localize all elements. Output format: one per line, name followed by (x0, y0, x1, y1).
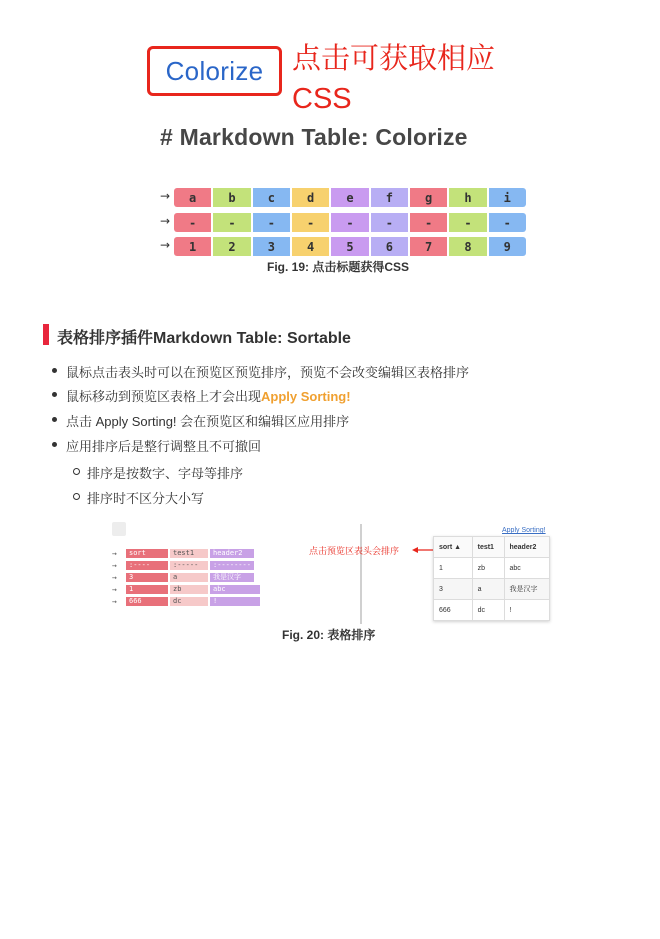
bullet-circle-icon (73, 493, 80, 500)
bullet-dot-icon (52, 442, 57, 447)
editor-row (112, 597, 262, 606)
colorize-badge-label: Colorize (165, 55, 264, 86)
editor-cell: 3 (126, 573, 168, 582)
sub-list-item-text: 排序时不区分大小写 (87, 491, 205, 506)
editor-cell: :---- (126, 561, 168, 570)
list-item-text: 应用排序后是整行调整且不可撤回 (66, 439, 262, 454)
editor-cell: 666 (126, 597, 168, 606)
colorize-cell: 8 (447, 237, 486, 256)
colorize-cell: e (329, 188, 368, 207)
editor-cell: sort (126, 549, 168, 558)
row-arrow-icon: → (112, 561, 117, 570)
list-item-text: 点击 Apply Sorting! 会在预览区和编辑区应用排序 (66, 414, 350, 429)
preview-sortable-table (433, 536, 550, 621)
table-row (434, 558, 550, 579)
editor-row (112, 549, 256, 558)
colorize-cell: i (487, 188, 526, 207)
colorize-cell: a (174, 188, 211, 207)
editor-cell: zb (170, 585, 208, 594)
table-cell: ! (504, 600, 550, 621)
sub-list-item-text: 排序是按数字、字母等排序 (87, 466, 244, 481)
editor-cell: :----- (170, 561, 208, 570)
table-cell: 我是汉字 (504, 579, 550, 600)
list-item (66, 436, 261, 455)
editor-cell: abc (210, 585, 260, 594)
bullet-dot-icon (52, 417, 57, 422)
callout-note-line2: CSS (292, 83, 352, 115)
editor-cell: 1 (126, 585, 168, 594)
callout-note-line1: 点击可获取相应 (292, 43, 496, 75)
section-accent-bar (43, 324, 49, 345)
editor-row (112, 561, 256, 570)
bullet-dot-icon (52, 368, 57, 373)
colorize-cell: - (369, 213, 408, 232)
editor-cell: 我是汉字 (210, 573, 254, 582)
list-item (66, 386, 351, 405)
figure-19-caption: Fig. 19: 点击标题获得CSS (267, 260, 410, 274)
table-cell: 3 (434, 579, 473, 600)
table-cell: dc (472, 600, 504, 621)
editor-row (112, 585, 262, 594)
list-item (66, 362, 469, 381)
row-arrow-icon: → (112, 597, 117, 606)
table-cell: abc (504, 558, 550, 579)
colorize-cell: 5 (329, 237, 368, 256)
colorize-cell: - (447, 213, 486, 232)
editor-cell: test1 (170, 549, 208, 558)
colorize-cell: h (447, 188, 486, 207)
colorize-cell: f (369, 188, 408, 207)
colorize-cell: 6 (369, 237, 408, 256)
table-cell: a (472, 579, 504, 600)
colorize-row-2 (174, 213, 526, 232)
row-arrow-icon: → (112, 549, 117, 558)
row-arrow-icon: → (112, 573, 117, 582)
column-header-sort[interactable]: sort ▲ (434, 537, 473, 558)
colorize-cell: 3 (251, 237, 290, 256)
row-arrow-icon: → (112, 585, 117, 594)
table-row (434, 600, 550, 621)
table-cell: 666 (434, 600, 473, 621)
colorize-cell: - (487, 213, 526, 232)
colorize-cell: 2 (211, 237, 250, 256)
colorize-cell: 4 (290, 237, 329, 256)
table-cell: 1 (434, 558, 473, 579)
editor-cell: :-------- (210, 561, 254, 570)
editor-file-icon (112, 522, 126, 536)
figure-20-caption: Fig. 20: 表格排序 (282, 628, 376, 642)
colorize-badge[interactable] (147, 46, 282, 96)
editor-row (112, 573, 256, 582)
list-item-text: 鼠标点击表头时可以在预览区预览排序，预览不会改变编辑区表格排序 (66, 365, 470, 380)
colorize-cell: - (329, 213, 368, 232)
colorize-cell: - (251, 213, 290, 232)
colorize-heading: # Markdown Table: Colorize (160, 124, 468, 150)
colorize-cell: - (211, 213, 250, 232)
column-header-header2[interactable]: header2 (504, 537, 550, 558)
section-title: 表格排序插件Markdown Table: Sortable (57, 330, 351, 347)
apply-sorting-highlight: Apply Sorting! (261, 389, 351, 404)
colorize-row-1 (174, 188, 526, 207)
row-arrow-icon: → (160, 238, 171, 252)
colorize-cell: b (211, 188, 250, 207)
list-item (66, 411, 349, 430)
colorize-row-3 (174, 237, 526, 256)
editor-cell: header2 (210, 549, 254, 558)
colorize-cell: g (408, 188, 447, 207)
colorize-cell: d (290, 188, 329, 207)
editor-cell: dc (170, 597, 208, 606)
editor-cell: ! (210, 597, 260, 606)
colorize-cell: - (408, 213, 447, 232)
row-arrow-icon: → (160, 189, 171, 203)
column-header-test1[interactable]: test1 (472, 537, 504, 558)
bullet-dot-icon (52, 392, 57, 397)
colorize-cell: - (174, 213, 211, 232)
colorize-cell: - (290, 213, 329, 232)
colorize-cell: 9 (487, 237, 526, 256)
sub-list-item (87, 488, 204, 507)
list-item-text: 鼠标移动到预览区表格上才会出现 (66, 389, 262, 404)
colorize-cell: c (251, 188, 290, 207)
annotation-text: 点击预览区表头会排序 (309, 546, 400, 556)
colorize-cell: 1 (174, 237, 211, 256)
editor-cell: a (170, 573, 208, 582)
table-cell: zb (472, 558, 504, 579)
colorize-cell: 7 (408, 237, 447, 256)
pane-divider[interactable] (360, 524, 362, 624)
row-arrow-icon: → (160, 214, 171, 228)
bullet-circle-icon (73, 468, 80, 475)
apply-sorting-link[interactable]: Apply Sorting! (502, 527, 546, 534)
sub-list-item (87, 463, 243, 482)
table-row (434, 579, 550, 600)
